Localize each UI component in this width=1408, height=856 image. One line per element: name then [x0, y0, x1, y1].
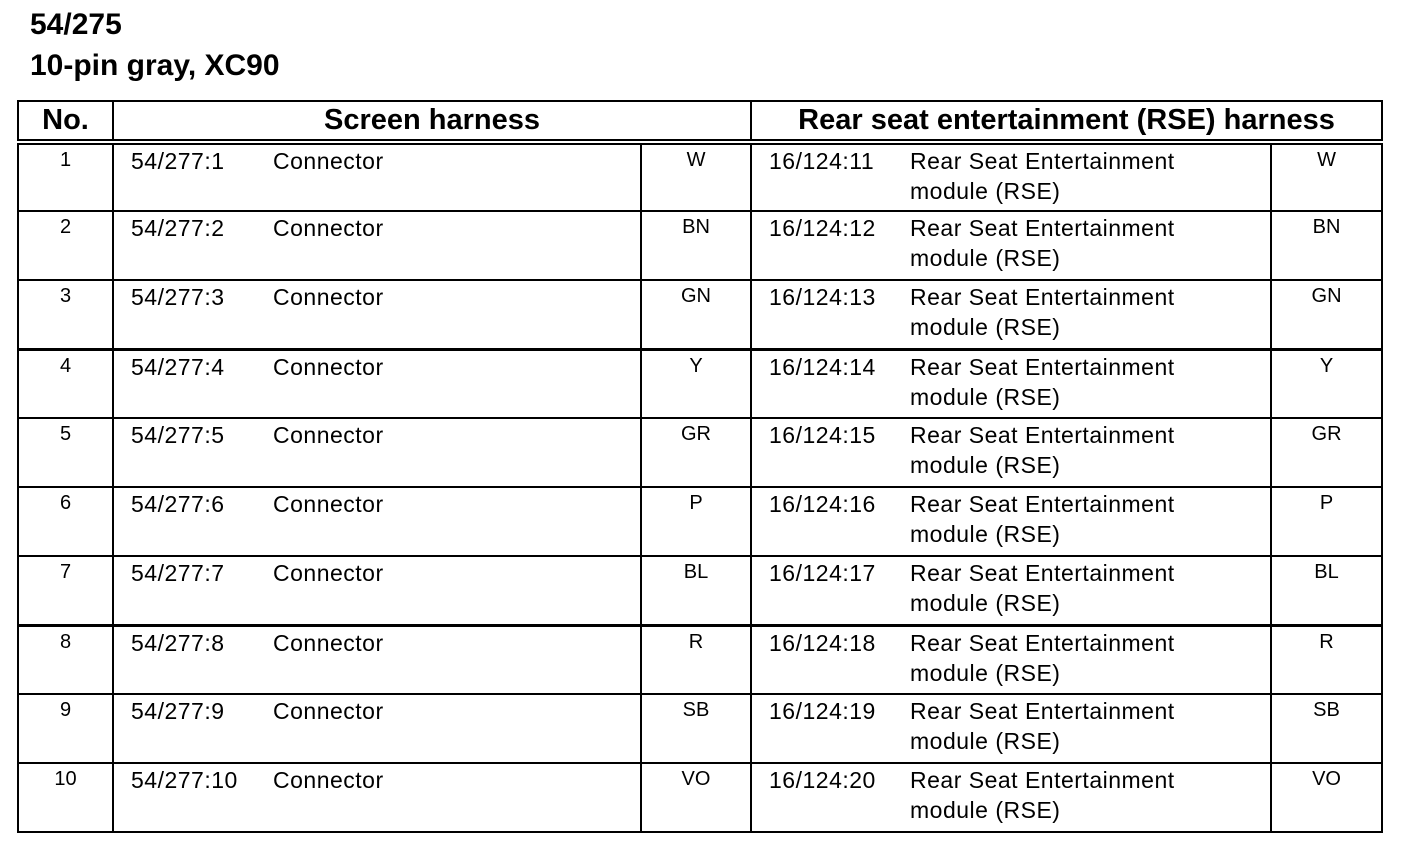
screen-wire-color: R: [641, 625, 751, 694]
rse-harness-cell: [751, 694, 1271, 763]
rse-connector-ref: 16/124:12: [769, 215, 876, 241]
rse-connector-ref: 16/124:11: [769, 148, 875, 174]
pin-number: 3: [18, 280, 113, 349]
wiring-table: [17, 100, 1383, 833]
table-row: [18, 763, 1382, 832]
rse-component-line-2: module (RSE): [910, 797, 1061, 823]
rse-connector-ref: 16/124:14: [769, 353, 876, 380]
rse-component-line-1: Rear Seat Entertainment: [910, 767, 1175, 793]
rse-connector-ref: 16/124:16: [769, 491, 876, 517]
table-row: [18, 694, 1382, 763]
rse-component: [910, 213, 1270, 273]
screen-harness-cell: [113, 142, 641, 211]
rse-component-line-1: Rear Seat Entertainment: [910, 698, 1175, 724]
rse-component-line-2: module (RSE): [910, 590, 1061, 616]
rse-harness-cell: [751, 211, 1271, 280]
screen-harness-cell: [113, 763, 641, 832]
pin-number: 2: [18, 211, 113, 280]
rse-wire-color: GR: [1271, 418, 1382, 487]
rse-wire-color: SB: [1271, 694, 1382, 763]
rse-component: [910, 420, 1270, 480]
screen-connector-ref: 54/277:3: [131, 284, 225, 310]
screen-component: Connector: [273, 767, 384, 793]
screen-harness-cell: [113, 280, 641, 349]
screen-connector-ref: 54/277:4: [131, 353, 225, 380]
screen-wire-color: SB: [641, 694, 751, 763]
rse-wire-color: BN: [1271, 211, 1382, 280]
screen-wire-color: GR: [641, 418, 751, 487]
screen-component: Connector: [273, 148, 384, 174]
rse-component-line-1: Rear Seat Entertainment: [910, 422, 1175, 448]
pin-number: 7: [18, 556, 113, 625]
screen-wire-color: VO: [641, 763, 751, 832]
screen-component: Connector: [273, 422, 384, 448]
screen-component: Connector: [273, 560, 384, 586]
rse-component-line-1: Rear Seat Entertainment: [910, 560, 1175, 586]
table-header-row: [18, 101, 1382, 142]
rse-wire-color: W: [1271, 142, 1382, 211]
screen-wire-color: W: [641, 142, 751, 211]
rse-component-line-2: module (RSE): [910, 314, 1061, 340]
table-row: [18, 418, 1382, 487]
rse-component-line-1: Rear Seat Entertainment: [910, 148, 1175, 174]
column-header-no: No.: [18, 101, 113, 142]
pin-number: 5: [18, 418, 113, 487]
table-row: [18, 487, 1382, 556]
screen-wire-color: P: [641, 487, 751, 556]
rse-component-line-2: module (RSE): [910, 521, 1061, 547]
screen-component: Connector: [273, 284, 384, 310]
rse-wire-color: VO: [1271, 763, 1382, 832]
rse-component: [910, 628, 1270, 688]
connector-description: 10-pin gray, XC90: [30, 49, 280, 82]
screen-component: Connector: [273, 629, 384, 656]
rse-connector-ref: 16/124:19: [769, 698, 876, 724]
rse-wire-color: BL: [1271, 556, 1382, 625]
rse-component: [910, 282, 1270, 342]
rse-component: [910, 146, 1270, 206]
table-body: [18, 142, 1382, 832]
column-header-screen-harness: Screen harness: [113, 101, 751, 142]
rse-component: [910, 558, 1270, 618]
rse-component-line-2: module (RSE): [910, 245, 1061, 271]
rse-component-line-1: Rear Seat Entertainment: [910, 284, 1175, 310]
pin-number: 9: [18, 694, 113, 763]
rse-harness-cell: [751, 349, 1271, 418]
rse-component-line-2: module (RSE): [910, 452, 1061, 478]
rse-component-line-1: Rear Seat Entertainment: [910, 629, 1175, 656]
rse-harness-cell: [751, 556, 1271, 625]
screen-connector-ref: 54/277:6: [131, 491, 225, 517]
screen-connector-ref: 54/277:9: [131, 698, 225, 724]
rse-component-line-1: Rear Seat Entertainment: [910, 215, 1175, 241]
screen-harness-cell: [113, 625, 641, 694]
rse-wire-color: P: [1271, 487, 1382, 556]
rse-harness-cell: [751, 418, 1271, 487]
rse-harness-cell: [751, 487, 1271, 556]
screen-harness-cell: [113, 349, 641, 418]
screen-connector-ref: 54/277:1: [131, 148, 225, 174]
screen-component: Connector: [273, 215, 384, 241]
table-row: [18, 556, 1382, 625]
screen-wire-color: Y: [641, 349, 751, 418]
screen-wire-color: BL: [641, 556, 751, 625]
rse-connector-ref: 16/124:18: [769, 629, 876, 656]
rse-component: [910, 489, 1270, 549]
rse-connector-ref: 16/124:15: [769, 422, 876, 448]
connector-id: 54/275: [30, 8, 122, 41]
screen-wire-color: BN: [641, 211, 751, 280]
rse-component: [910, 765, 1270, 825]
rse-component: [910, 352, 1270, 412]
screen-harness-cell: [113, 556, 641, 625]
table-row: [18, 211, 1382, 280]
table-row: [18, 349, 1382, 418]
rse-connector-ref: 16/124:20: [769, 767, 876, 793]
screen-connector-ref: 54/277:2: [131, 215, 225, 241]
rse-wire-color: Y: [1271, 349, 1382, 418]
table-row: [18, 280, 1382, 349]
rse-component: [910, 696, 1270, 756]
pin-number: 4: [18, 349, 113, 418]
pin-number: 1: [18, 142, 113, 211]
title-block: [30, 4, 280, 86]
rse-connector-ref: 16/124:13: [769, 284, 876, 310]
screen-connector-ref: 54/277:10: [131, 767, 238, 793]
rse-component-line-1: Rear Seat Entertainment: [910, 491, 1175, 517]
pin-number: 8: [18, 625, 113, 694]
screen-component: Connector: [273, 353, 384, 380]
screen-component: Connector: [273, 491, 384, 517]
screen-harness-cell: [113, 487, 641, 556]
rse-component-line-2: module (RSE): [910, 659, 1061, 686]
screen-harness-cell: [113, 211, 641, 280]
screen-connector-ref: 54/277:5: [131, 422, 225, 448]
rse-component-line-2: module (RSE): [910, 383, 1061, 410]
screen-connector-ref: 54/277:8: [131, 629, 225, 656]
column-header-rse-harness: Rear seat entertainment (RSE) harness: [751, 101, 1382, 142]
pin-number: 6: [18, 487, 113, 556]
rse-wire-color: R: [1271, 625, 1382, 694]
screen-wire-color: GN: [641, 280, 751, 349]
screen-connector-ref: 54/277:7: [131, 560, 225, 586]
rse-harness-cell: [751, 763, 1271, 832]
rse-component-line-2: module (RSE): [910, 728, 1061, 754]
rse-wire-color: GN: [1271, 280, 1382, 349]
rse-component-line-2: module (RSE): [910, 178, 1061, 204]
rse-connector-ref: 16/124:17: [769, 560, 876, 586]
pin-number: 10: [18, 763, 113, 832]
table-row: [18, 625, 1382, 694]
screen-harness-cell: [113, 694, 641, 763]
rse-harness-cell: [751, 280, 1271, 349]
rse-component-line-1: Rear Seat Entertainment: [910, 353, 1175, 380]
screen-harness-cell: [113, 418, 641, 487]
screen-component: Connector: [273, 698, 384, 724]
rse-harness-cell: [751, 142, 1271, 211]
table-row: [18, 142, 1382, 211]
rse-harness-cell: [751, 625, 1271, 694]
